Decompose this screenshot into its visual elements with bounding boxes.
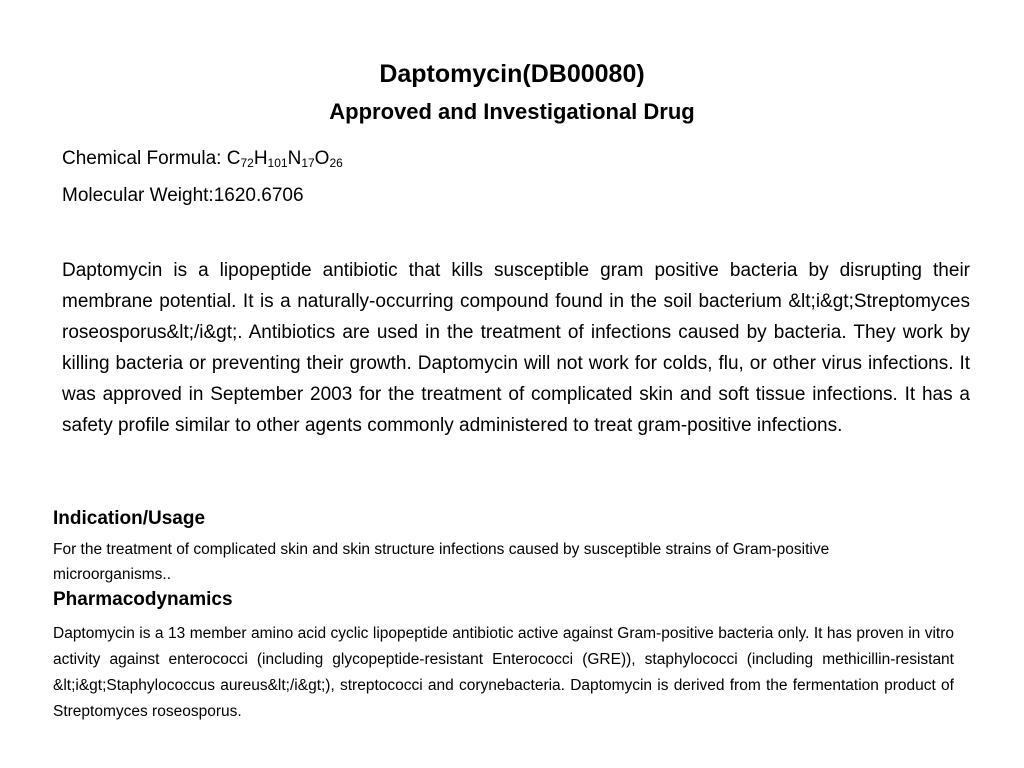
formula-element-o: O	[314, 148, 330, 169]
pharmacodynamics-text: Daptomycin is a 13 member amino acid cyclic lipopeptide antibiotic active against Gram-positive bacteria only. It has proven in vitro activity against enterococci (including glycopeptide-resistant Enterococci (GRE)), staphylococci (including methicillin-resistant &lt;i&gt;Staphylococcus aureus&lt;/i&gt;), streptococci and corynebacteria. Daptomycin is derived from the fermentation product of Streptomyces roseosporus.	[53, 625, 954, 720]
chemical-formula	[62, 145, 343, 173]
drug-status-subtitle: Approved and Investigational Drug	[329, 99, 695, 124]
indication-text: For the treatment of complicated skin and skin structure infections caused by susceptible strains of Gram-positive microorganisms..	[53, 541, 830, 583]
formula-count-o: 26	[329, 156, 343, 170]
drug-description: Daptomycin is a lipopeptide antibiotic that kills susceptible gram positive bacteria by disrupting their membrane potential. It is a naturally-occurring compound found in the soil bacterium &lt;i&gt;Streptomyces roseosporus&lt;/i&gt;. Antibiotics are used in the treatment of infections caused by bacteria. They work by killing bacteria or preventing their growth. Daptomycin will not work for colds, flu, or other virus infections. It was approved in September 2003 for the treatment of complicated skin and soft tissue infections. It has a safety profile similar to other agents commonly administered to treat gram-positive infections.	[62, 260, 970, 436]
chemical-formula-label: Chemical Formula:	[62, 148, 227, 169]
formula-count-c: 72	[240, 156, 254, 170]
molecular-weight: Molecular Weight:1620.6706	[62, 185, 304, 206]
formula-element-n: N	[287, 148, 302, 169]
formula-count-h: 101	[267, 156, 288, 170]
indication-heading: Indication/Usage	[53, 508, 206, 529]
formula-element-c: C	[226, 148, 241, 169]
drug-title: Daptomycin(DB00080)	[379, 60, 645, 88]
pharmacodynamics-heading: Pharmacodynamics	[53, 589, 233, 610]
formula-count-n: 17	[301, 156, 315, 170]
formula-element-h: H	[253, 148, 268, 169]
